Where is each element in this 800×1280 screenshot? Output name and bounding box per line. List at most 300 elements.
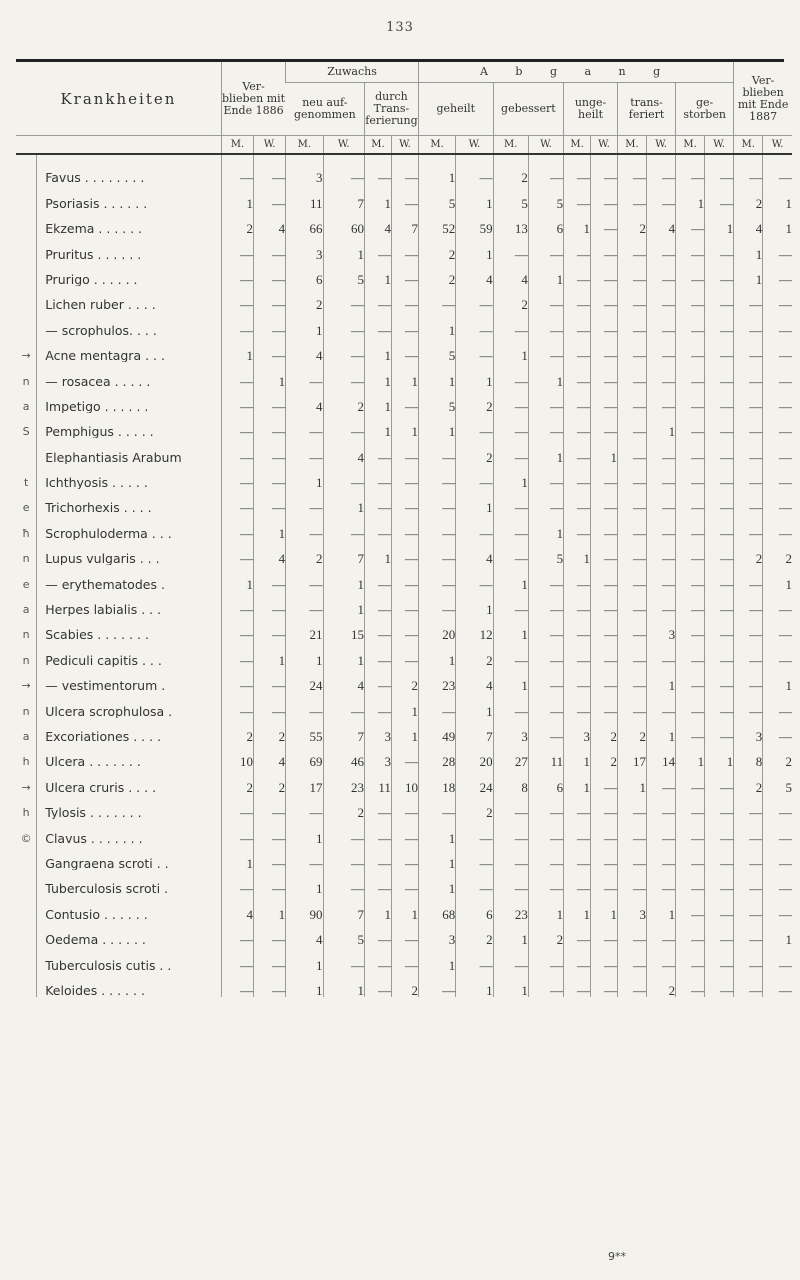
table-cell: —: [254, 616, 286, 641]
table-cell: 12: [456, 616, 493, 641]
table-body: [16, 154, 792, 997]
table-cell: 2: [456, 388, 493, 413]
table-cell: —: [647, 514, 676, 539]
table-cell: 4: [647, 210, 676, 235]
table-cell: 1: [456, 591, 493, 616]
table-cell: —: [618, 946, 647, 971]
table-cell: —: [391, 616, 418, 641]
table-cell: —: [734, 591, 763, 616]
table-cell: —: [734, 362, 763, 387]
table-cell: —: [647, 794, 676, 819]
table-cell: —: [221, 946, 253, 971]
table-cell: —: [734, 819, 763, 844]
margin-mark: [16, 210, 37, 235]
table-cell: —: [564, 794, 591, 819]
disease-name: Ulcera cruris . . . .: [37, 768, 222, 793]
table-cell: 6: [286, 261, 323, 286]
table-cell: 1: [647, 895, 676, 920]
table-cell: —: [647, 946, 676, 971]
table-cell: —: [763, 413, 792, 438]
table-cell: 1: [286, 972, 323, 997]
table-cell: —: [647, 870, 676, 895]
table-cell: —: [763, 641, 792, 666]
table-cell: 4: [254, 540, 286, 565]
table-row: [16, 154, 792, 184]
table-cell: 4: [364, 210, 391, 235]
table-cell: 1: [364, 184, 391, 209]
table-cell: —: [676, 845, 705, 870]
table-cell: 52: [418, 210, 455, 235]
table-row: [16, 794, 792, 819]
table-cell: —: [564, 565, 591, 590]
table-cell: —: [456, 870, 493, 895]
table-cell: —: [364, 819, 391, 844]
table-cell: —: [391, 337, 418, 362]
table-cell: —: [763, 464, 792, 489]
disease-name: Psoriasis . . . . . .: [37, 184, 222, 209]
table-cell: —: [734, 972, 763, 997]
table-cell: —: [618, 565, 647, 590]
table-cell: —: [418, 286, 455, 311]
header-w: W.: [591, 136, 618, 155]
table-cell: —: [618, 413, 647, 438]
table-cell: —: [564, 362, 591, 387]
table-cell: 3: [418, 921, 455, 946]
table-row: [16, 743, 792, 768]
header-w: W.: [323, 136, 364, 155]
table-cell: —: [493, 438, 528, 463]
table-cell: 4: [286, 388, 323, 413]
table-cell: —: [221, 438, 253, 463]
table-cell: —: [705, 362, 734, 387]
table-cell: 1: [418, 154, 455, 184]
table-cell: —: [763, 895, 792, 920]
table-cell: —: [763, 692, 792, 717]
table-cell: —: [286, 794, 323, 819]
table-cell: —: [564, 946, 591, 971]
table-cell: 2: [618, 210, 647, 235]
table-cell: 1: [221, 565, 253, 590]
table-cell: —: [286, 514, 323, 539]
table-cell: —: [391, 235, 418, 260]
table-cell: —: [391, 464, 418, 489]
table-cell: —: [254, 154, 286, 184]
table-cell: 5: [323, 261, 364, 286]
table-cell: 13: [493, 210, 528, 235]
table-cell: —: [254, 921, 286, 946]
table-cell: —: [734, 311, 763, 336]
table-cell: —: [591, 591, 618, 616]
table-cell: 1: [286, 464, 323, 489]
table-cell: —: [705, 388, 734, 413]
table-cell: 2: [763, 540, 792, 565]
table-cell: —: [323, 311, 364, 336]
table-cell: —: [323, 946, 364, 971]
table-cell: —: [254, 845, 286, 870]
table-cell: —: [647, 692, 676, 717]
table-cell: —: [418, 514, 455, 539]
table-cell: 1: [763, 667, 792, 692]
table-row: [16, 845, 792, 870]
table-cell: 1: [391, 718, 418, 743]
disease-name: — scrophulos. . . .: [37, 311, 222, 336]
table-cell: 5: [528, 540, 563, 565]
table-cell: —: [364, 794, 391, 819]
table-cell: 1: [456, 235, 493, 260]
table-cell: 23: [493, 895, 528, 920]
table-cell: —: [647, 184, 676, 209]
table-row: [16, 895, 792, 920]
table-cell: —: [705, 154, 734, 184]
table-cell: 4: [323, 667, 364, 692]
disease-name: Scabies . . . . . . .: [37, 616, 222, 641]
table-cell: —: [528, 337, 563, 362]
table-cell: —: [286, 845, 323, 870]
table-cell: —: [618, 870, 647, 895]
table-cell: —: [618, 464, 647, 489]
table-cell: —: [254, 819, 286, 844]
table-cell: 3: [618, 895, 647, 920]
table-row: [16, 565, 792, 590]
table-cell: 1: [564, 210, 591, 235]
table-cell: 1: [364, 261, 391, 286]
table-cell: —: [591, 870, 618, 895]
table-row: [16, 235, 792, 260]
margin-mark: [16, 972, 37, 997]
disease-name: Tylosis . . . . . . .: [37, 794, 222, 819]
table-cell: —: [221, 261, 253, 286]
table-cell: —: [734, 464, 763, 489]
table-cell: —: [705, 438, 734, 463]
table-cell: 2: [221, 768, 253, 793]
table-cell: —: [564, 972, 591, 997]
table-cell: —: [286, 489, 323, 514]
disease-name: Oedema . . . . . .: [37, 921, 222, 946]
table-cell: —: [221, 514, 253, 539]
table-cell: —: [254, 286, 286, 311]
table-cell: —: [647, 337, 676, 362]
table-cell: 1: [286, 311, 323, 336]
statistics-table: [16, 62, 792, 997]
table-row: [16, 641, 792, 666]
table-cell: —: [221, 489, 253, 514]
table-cell: —: [676, 819, 705, 844]
margin-mark: [16, 184, 37, 209]
margin-mark: n: [22, 628, 30, 642]
table-cell: —: [221, 616, 253, 641]
table-cell: 2: [493, 154, 528, 184]
header-geheilt: geheilt: [418, 83, 493, 136]
table-row: [16, 870, 792, 895]
table-cell: —: [676, 718, 705, 743]
table-cell: 1: [364, 362, 391, 387]
table-cell: —: [493, 388, 528, 413]
margin-mark: [16, 438, 37, 463]
table-cell: —: [323, 286, 364, 311]
table-cell: 1: [391, 362, 418, 387]
table-cell: 2: [391, 667, 418, 692]
table-cell: —: [618, 641, 647, 666]
table-cell: —: [391, 921, 418, 946]
table-row: [16, 286, 792, 311]
table-cell: —: [591, 286, 618, 311]
table-cell: 24: [286, 667, 323, 692]
table-cell: —: [734, 413, 763, 438]
table-cell: —: [676, 591, 705, 616]
table-cell: —: [734, 154, 763, 184]
margin-mark: [16, 235, 37, 260]
table-cell: —: [221, 692, 253, 717]
table-cell: 4: [286, 337, 323, 362]
table-cell: —: [591, 692, 618, 717]
table-cell: —: [618, 667, 647, 692]
table-cell: —: [456, 514, 493, 539]
table-cell: 1: [493, 921, 528, 946]
table-cell: —: [391, 743, 418, 768]
table-cell: —: [763, 718, 792, 743]
table-cell: —: [676, 388, 705, 413]
table-cell: —: [493, 845, 528, 870]
table-cell: —: [591, 388, 618, 413]
header-gebessert: gebessert: [493, 83, 564, 136]
table-cell: —: [221, 870, 253, 895]
table-cell: —: [418, 692, 455, 717]
table-cell: —: [676, 337, 705, 362]
table-cell: —: [763, 154, 792, 184]
table-cell: —: [591, 972, 618, 997]
margin-mark: [16, 870, 37, 895]
table-cell: —: [618, 311, 647, 336]
table-cell: —: [647, 438, 676, 463]
margin-mark: h: [22, 755, 30, 769]
table-cell: 2: [528, 921, 563, 946]
table-cell: 1: [705, 210, 734, 235]
table-cell: —: [528, 286, 563, 311]
margin-mark: n: [22, 552, 30, 566]
table-cell: 4: [456, 540, 493, 565]
table-cell: —: [618, 235, 647, 260]
table-cell: —: [591, 667, 618, 692]
table-cell: —: [221, 794, 253, 819]
table-cell: —: [364, 921, 391, 946]
table-cell: —: [528, 154, 563, 184]
table-cell: —: [676, 667, 705, 692]
table-cell: 1: [323, 565, 364, 590]
table-cell: 5: [418, 388, 455, 413]
table-cell: —: [528, 413, 563, 438]
table-cell: —: [618, 845, 647, 870]
table-cell: —: [618, 692, 647, 717]
table-cell: 11: [286, 184, 323, 209]
table-cell: 1: [254, 362, 286, 387]
table-cell: 1: [528, 514, 563, 539]
table-cell: —: [254, 235, 286, 260]
disease-name: Scrophuloderma . . .: [37, 514, 222, 539]
table-cell: 4: [221, 895, 253, 920]
table-cell: —: [564, 311, 591, 336]
margin-mark: [16, 154, 37, 184]
table-cell: —: [528, 641, 563, 666]
table-row: [16, 413, 792, 438]
table-cell: —: [705, 261, 734, 286]
disease-name: Elephantiasis Arabum: [37, 438, 222, 463]
table-cell: 4: [254, 210, 286, 235]
table-cell: 2: [323, 388, 364, 413]
table-row: [16, 438, 792, 463]
table-cell: 2: [591, 718, 618, 743]
table-cell: 1: [418, 946, 455, 971]
table-row: [16, 362, 792, 387]
table-cell: —: [591, 845, 618, 870]
table-cell: —: [323, 870, 364, 895]
header-m: M.: [364, 136, 391, 155]
table-cell: 7: [323, 540, 364, 565]
table-row: [16, 337, 792, 362]
table-cell: —: [763, 311, 792, 336]
table-cell: —: [763, 489, 792, 514]
table-cell: 1: [221, 184, 253, 209]
table-cell: 2: [734, 184, 763, 209]
table-cell: 1: [456, 184, 493, 209]
table-cell: —: [528, 794, 563, 819]
table-cell: —: [763, 591, 792, 616]
table-cell: —: [763, 794, 792, 819]
table-cell: —: [734, 895, 763, 920]
table-cell: —: [254, 591, 286, 616]
table-cell: —: [254, 667, 286, 692]
header-m: M.: [286, 136, 323, 155]
table-cell: —: [493, 489, 528, 514]
disease-name: — erythematodes .: [37, 565, 222, 590]
table-cell: 2: [254, 718, 286, 743]
table-cell: 1: [418, 870, 455, 895]
table-header: [16, 62, 792, 154]
table-cell: —: [591, 514, 618, 539]
table-cell: —: [647, 154, 676, 184]
table-cell: —: [647, 489, 676, 514]
table-cell: —: [618, 489, 647, 514]
table-cell: —: [254, 311, 286, 336]
table-row: [16, 667, 792, 692]
table-cell: 1: [734, 235, 763, 260]
table-cell: 10: [391, 768, 418, 793]
table-cell: —: [493, 794, 528, 819]
table-cell: —: [647, 362, 676, 387]
table-cell: —: [618, 972, 647, 997]
table-cell: 2: [221, 718, 253, 743]
disease-name: Excoriationes . . . .: [37, 718, 222, 743]
table-row: [16, 768, 792, 793]
header-m: M.: [221, 136, 253, 155]
table-cell: —: [254, 565, 286, 590]
table-cell: —: [418, 489, 455, 514]
table-cell: —: [705, 413, 734, 438]
disease-name: Tuberculosis scroti .: [37, 870, 222, 895]
table-cell: 46: [323, 743, 364, 768]
disease-name: Prurigo . . . . . .: [37, 261, 222, 286]
table-cell: 3: [647, 616, 676, 641]
disease-name: Favus . . . . . . . .: [37, 154, 222, 184]
table-row: [16, 184, 792, 209]
disease-name: Clavus . . . . . . .: [37, 819, 222, 844]
table-cell: 1: [254, 514, 286, 539]
table-cell: —: [591, 616, 618, 641]
table-cell: —: [493, 641, 528, 666]
table-cell: —: [493, 413, 528, 438]
margin-mark: a: [22, 729, 30, 743]
table-cell: 8: [493, 768, 528, 793]
table-cell: 3: [286, 154, 323, 184]
header-transferiert: trans- feriert: [618, 83, 676, 136]
table-cell: —: [705, 921, 734, 946]
table-cell: 3: [564, 718, 591, 743]
table-cell: —: [705, 946, 734, 971]
table-cell: —: [364, 692, 391, 717]
header-w: W.: [456, 136, 493, 155]
margin-mark: →: [21, 349, 31, 363]
table-cell: —: [364, 870, 391, 895]
table-cell: 1: [323, 591, 364, 616]
table-cell: 2: [456, 641, 493, 666]
table-row: [16, 616, 792, 641]
table-cell: —: [734, 337, 763, 362]
table-cell: 1: [676, 184, 705, 209]
table-cell: —: [493, 692, 528, 717]
table-cell: 7: [323, 895, 364, 920]
table-cell: —: [676, 438, 705, 463]
table-cell: —: [591, 921, 618, 946]
table-cell: —: [254, 972, 286, 997]
table-cell: 1: [763, 210, 792, 235]
table-cell: —: [221, 388, 253, 413]
disease-name: Lupus vulgaris . . .: [37, 540, 222, 565]
table-cell: —: [705, 972, 734, 997]
table-cell: 2: [456, 794, 493, 819]
disease-name: Contusio . . . . . .: [37, 895, 222, 920]
table-cell: —: [676, 413, 705, 438]
disease-name: Acne mentagra . . .: [37, 337, 222, 362]
table-cell: 1: [286, 870, 323, 895]
table-cell: —: [676, 514, 705, 539]
table-row: [16, 819, 792, 844]
table-cell: 6: [528, 210, 563, 235]
table-cell: 1: [418, 413, 455, 438]
table-cell: —: [391, 438, 418, 463]
table-cell: —: [647, 261, 676, 286]
table-cell: —: [391, 591, 418, 616]
table-cell: —: [364, 464, 391, 489]
table-cell: —: [618, 819, 647, 844]
table-cell: 66: [286, 210, 323, 235]
table-cell: —: [618, 616, 647, 641]
table-cell: —: [493, 870, 528, 895]
table-cell: 2: [323, 794, 364, 819]
table-cell: —: [456, 337, 493, 362]
header-verblieben-1887: Ver- blieben mit Ende 1887: [734, 62, 792, 136]
table-cell: —: [528, 845, 563, 870]
table-cell: 20: [418, 616, 455, 641]
table-cell: 1: [286, 819, 323, 844]
table-cell: 23: [418, 667, 455, 692]
table-cell: —: [647, 464, 676, 489]
table-cell: —: [676, 641, 705, 666]
disease-name: Impetigo . . . . . .: [37, 388, 222, 413]
table-cell: —: [676, 464, 705, 489]
table-cell: 1: [734, 261, 763, 286]
table-cell: —: [528, 616, 563, 641]
table-cell: 1: [456, 362, 493, 387]
table-cell: —: [734, 616, 763, 641]
